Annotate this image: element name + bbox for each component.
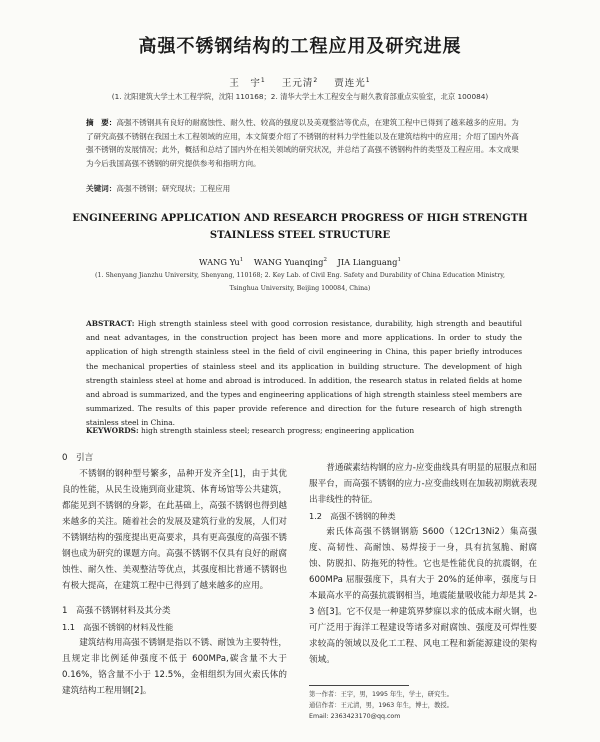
keywords-en-label: KEYWORDS:	[86, 426, 139, 435]
abstract-en	[86, 317, 522, 431]
abstract-en-text: High strength stainless steel with good corrosion resistance, durability, high strength and beautiful and neat advantages, in the construction project has been more and more applications. In order to study the application of high strength stainless steel in the field of civil engineering in China, this paper briefly introduces the mechanical properties of stainless steel and its application in building structure. The development of high strength stainless steel at home and abroad is introduced. In addition, the research status in related fields at home and abroad is summarized, and the types and engineering applications of high strength stainless steel members are summarized. The results of this paper provide reference and direction for the future research of high strength stainless steel in China.	[86, 319, 522, 428]
paper-title-cn: 高强不锈钢结构的工程应用及研究进展	[138, 36, 462, 57]
author-sup: 1	[260, 76, 266, 84]
abstract-cn	[86, 116, 522, 170]
author-sup: 2	[323, 257, 327, 264]
subsection-heading: 1.1 高强不锈钢的材料及性能	[62, 622, 174, 632]
author-sup: 1	[239, 257, 244, 264]
author-cn: 王元清	[281, 78, 314, 89]
authors-cn	[0, 75, 600, 89]
keywords-en-text: high strength stainless steel; research progress; engineering application	[141, 426, 415, 435]
section-heading: 0 引言	[62, 453, 94, 463]
author-cn: 王 宇	[229, 78, 261, 89]
abstract-en-label: ABSTRACT:	[86, 319, 135, 328]
subsection-heading: 1.2 高强不锈钢的种类	[309, 511, 396, 521]
author-sup: 2	[313, 76, 319, 84]
footnote	[309, 689, 537, 722]
abstract-cn-text: 高强不锈钢具有良好的耐腐蚀性、耐久性、较高的强度以及美观整洁等优点，在建筑工程中已得到了越来越多的应用。为了研究高强不锈钢在我国土木工程领域的应用，本文简要介绍了不锈钢的材料力学性能以及在建筑结构中的应用；介绍了国内外高强不锈钢的发展情况；此外，概括和总结了国内外在相关领域的研究状况，并总结了高强不锈钢构件的类型及工程应用。本文成果为今后我国高强不锈钢的研究提供参考和指明方向。	[86, 118, 519, 168]
keywords-cn	[86, 183, 522, 194]
authors-en	[0, 257, 600, 267]
body-paragraph: 不锈钢的钢种型号繁多，品种开发齐全[1]，由于其优良的性能，从民生设施到商业建筑、体育场馆等公共建筑，都能见到不锈钢的身影，在此基础上，高强不锈钢也得到越来越多的关注。随着社会的发展及建筑行业的发展，人们对不锈钢结构的强度提出更高要求，具有更高强度的高强不锈钢也成为研究的课题方向。高强不锈钢不仅具有良好的耐腐蚀性、耐久性、美观整洁等优点，其强度相比普通不锈钢也有极大提高，在建筑工程中已得到了越来越多的应用。	[62, 469, 287, 591]
paper-title-en: ENGINEERING APPLICATION AND RESEARCH PROGRESS OF HIGH STRENGTH STAINLESS STEEL STRUCTURE	[72, 213, 528, 241]
affiliation-cn: (1. 沈阳建筑大学土木工程学院，沈阳 110168；2. 清华大学土木工程安全与耐久教育部重点实验室，北京 100084)	[111, 92, 489, 101]
section-heading: 1 高强不锈钢材料及其分类	[62, 606, 171, 616]
author-cn: 贾连光	[334, 78, 366, 89]
body-column-left	[62, 450, 287, 699]
body-paragraph: 建筑结构用高强不锈钢是指以不锈、耐蚀为主要特性，且规定非比例延伸强度不低于 600MPa,碳含量不大于 0.16%，铬含量不小于 12.5%，金相组织为回火索氏体的建筑结构工程用钢[2]。	[62, 638, 287, 696]
body-column-right	[309, 460, 537, 668]
author-en: JIA Lianguang	[337, 257, 398, 267]
author-en: WANG Yu	[199, 257, 240, 267]
footnote-email: Email: 2363423170@qq.com	[309, 713, 401, 720]
abstract-cn-label: 摘 要：	[86, 118, 117, 127]
affiliation-en: (1. Shenyang Jianzhu University, Shenyang, 110168; 2. Key Lab. of Civil Eng. Safety and Durability of China Education Ministry, Tsinghua University, Beijing 100084, China)	[95, 272, 505, 292]
footnote-line: 通信作者：王元清，男，1963 年生，博士，教授。	[309, 702, 453, 709]
keywords-en	[86, 426, 522, 435]
footnote-divider	[309, 685, 409, 686]
keywords-cn-label: 关键词：	[86, 184, 117, 193]
body-paragraph: 索氏体高强不锈钢钢筋 S600（12Cr13Ni2）集高强度、高韧性、高耐蚀、易焊接于一身，具有抗氢脆、耐腐蚀、防脱扣、防拖死的特性。它也是性能优良的抗震钢，在 600MPa 屈服强度下，具有大于 20%的延伸率，强度与日本最高水平的高强抗震钢相当，地震能量吸收能力却是其 2-3 倍[3]。它不仅是一种建筑界梦寐以求的低成本耐火钢，也可广泛用于海洋工程建设等诸多对耐腐蚀、强度及可焊性要求较高的领域以及化工工程、风电工程和新能源建设的架构领域。	[309, 527, 537, 665]
author-sup: 1	[397, 257, 401, 264]
footnote-line: 第一作者：王宇，男，1995 年生，学士，研究生。	[309, 691, 453, 698]
keywords-cn-text: 高强不锈钢；研究现状；工程应用	[116, 184, 231, 193]
author-en: WANG Yuanqing	[253, 257, 324, 267]
body-paragraph: 普通碳素结构钢的应力-应变曲线具有明显的屈服点和屈服平台，而高强不锈钢的应力-应变曲线则在加载初期就表现出非线性的特征。	[309, 463, 537, 505]
author-sup: 1	[365, 76, 371, 84]
